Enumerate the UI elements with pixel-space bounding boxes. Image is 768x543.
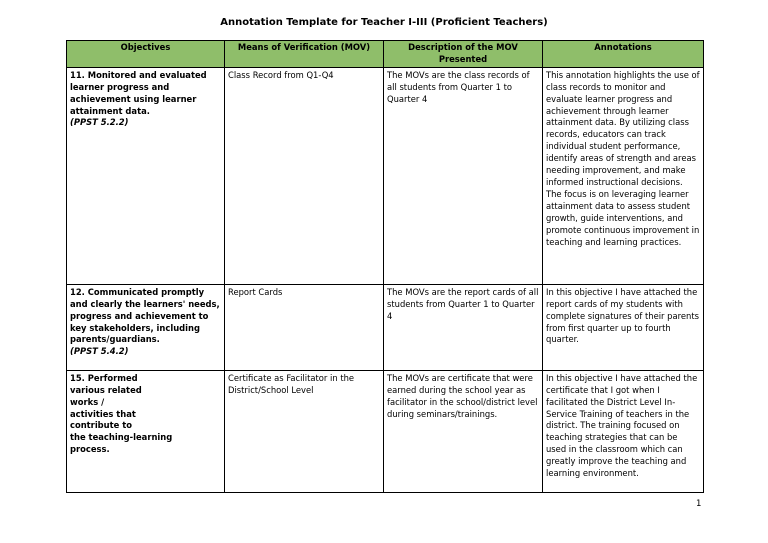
description-cell: The MOVs are the report cards of all students from Quarter 1 to Quarter 4 [384, 284, 543, 370]
annotation-cell: In this objective I have attached the certificate that I got when I facilitated the District Level In-Service Training of teachers in the district. The training focused on teaching strategies that can be used in the classroom which can greatly improve the teaching and learning environment. [543, 370, 704, 492]
objective-cell [67, 67, 225, 284]
page-number: 1 [696, 499, 702, 509]
mov-cell: Report Cards [225, 284, 384, 370]
annotation-table [66, 40, 704, 493]
header-annotations: Annotations [543, 41, 704, 68]
ppst-reference: (PPST 5.2.2) [70, 117, 129, 128]
header-description: Description of the MOV Presented [384, 41, 543, 68]
annotation-cell: This annotation highlights the use of class records to monitor and evaluate learner progress and achievement through learner attainment data. By utilizing class records, educators can track individual student performance, identify areas of strength and areas needing improvement, and make informed instructional decisions. The focus is on leveraging learner attainment data to assess student growth, guide interventions, and promote continuous improvement in teaching and learning practices. [543, 67, 704, 284]
objective-text: 12. Communicated promptly and clearly the learners' needs, progress and achievement to key stakeholders, including parents/guardians. [70, 286, 220, 345]
header-row [67, 41, 704, 68]
objective-line: the teaching-learning [70, 432, 173, 443]
objective-cell [67, 284, 225, 370]
document-title: Annotation Template for Teacher I-III (Proficient Teachers) [220, 17, 548, 28]
description-cell: The MOVs are certificate that were earned during the school year as facilitator in the school/district level during seminars/trainings. [384, 370, 543, 492]
table-row [67, 67, 704, 284]
objective-line: activities that [70, 408, 136, 419]
header-means-of-verification: Means of Verification (MOV) [225, 41, 384, 68]
annotation-cell: In this objective I have attached the report cards of my students with complete signatures of their parents from first quarter up to fourth quarter. [543, 284, 704, 370]
objective-line: various related [70, 384, 142, 395]
objective-cell [67, 370, 225, 492]
objective-line: contribute to [70, 420, 132, 431]
header-objectives: Objectives [67, 41, 225, 68]
objective-line: 15. Performed [70, 372, 138, 383]
mov-cell: Class Record from Q1-Q4 [225, 67, 384, 284]
table-row [67, 284, 704, 370]
ppst-reference: (PPST 5.4.2) [70, 346, 129, 357]
objective-text: 11. Monitored and evaluated learner progress and achievement using learner attainment data. [70, 69, 207, 116]
objective-line: works / [70, 396, 105, 407]
table-row [67, 370, 704, 492]
description-cell: The MOVs are the class records of all students from Quarter 1 to Quarter 4 [384, 67, 543, 284]
mov-cell: Certificate as Facilitator in the District/School Level [225, 370, 384, 492]
objective-line: process. [70, 444, 110, 455]
